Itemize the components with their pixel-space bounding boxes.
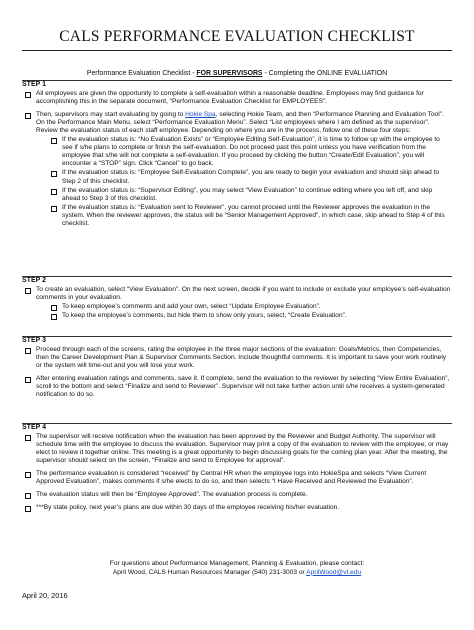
checkbox-icon[interactable] [25, 348, 31, 354]
contact-line: For questions about Performance Management, Planning & Evaluation, please contact: [109, 560, 365, 567]
checklist-text: The evaluation status will then be “Employee Approved”. The evaluation process is complete. [36, 491, 308, 499]
checkbox-icon[interactable] [25, 435, 31, 441]
sub-checklist-text: To keep employee’s comments and add your own, select “Update Employee Evaluation”. [62, 303, 321, 311]
checklist-text [36, 111, 452, 135]
checklist-item [22, 90, 452, 106]
checkbox-icon[interactable] [25, 506, 31, 512]
contact-name: April Wood, CALS Human Resources Manager (540) 231-3003 or [112, 568, 307, 576]
step4-section [22, 424, 452, 517]
step3-heading: STEP 3 [22, 337, 46, 344]
checklist-item [22, 504, 452, 512]
subtitle-suffix: - Completing the ONLINE EVALUATION [262, 70, 388, 77]
checklist-text: After entering evaluation ratings and comments, save it. If complete, send the evaluation to the reviewer by selecting “View Entire Evaluation”, scroll to the bottom and select “Finalize and send to Reviewer”. Supervisor will not take further action until s/he receives a system-generated notification to do so. [36, 375, 450, 399]
step3-section [22, 337, 452, 404]
title-divider [22, 50, 452, 51]
document-date: April 20, 2016 [22, 591, 68, 600]
checkbox-icon[interactable] [25, 472, 31, 478]
checkbox-icon[interactable] [51, 138, 57, 144]
checklist-item [22, 111, 452, 228]
subtitle-prefix: Performance Evaluation Checklist - [86, 70, 197, 77]
sub-checklist-item [36, 187, 452, 203]
checkbox-icon[interactable] [51, 171, 57, 177]
checklist-text: All employees are given the opportunity to complete a self-evaluation within a reasonable deadline. Employees may find guidance for accomplishing this in the separate document, “Performance Evaluation Checklist for EMPLOYEES”. [36, 90, 424, 106]
contact-line [0, 569, 474, 578]
sub-checklist-item [36, 169, 452, 185]
checklist-text: The supervisor will receive notification when the evaluation has been approved by the Reviewer and Budget Authority. The supervisor will schedule time with the employee to discuss the evaluation. Supervisor may print a copy of the evaluation to review with the employee, or may elect to review it together online. This meeting is a great opportunity to begin discussing goals for the coming plan year. After the meeting, the supervisor should select on the screen, “Finalize and send to Employee for approval”. [36, 433, 449, 465]
step2-section [22, 277, 452, 325]
document-subtitle [0, 70, 474, 77]
checkbox-icon[interactable] [51, 305, 57, 311]
sub-checklist-text: If the evaluation status is: “No Evaluation Exists” or “Employee Editing Self-Evaluation”, it is time to follow up with the employee to see if s/he plans to complete or finish the self-evaluation. Do not proceed past this point unless you have verification from the employee that s/he will not complete a self-evaluation. If you proceed by clicking the button “Create/Edit Evaluation”, you will encounter a “STOP” sign. Click “Cancel” to go back. [62, 136, 440, 168]
checklist-text: ***By state policy, next year’s plans are due within 30 days of the employee receiving his/her evaluation. [36, 504, 340, 512]
checkbox-icon[interactable] [51, 314, 57, 320]
email-link[interactable]: AprilWood@vt.edu [306, 568, 362, 576]
checkbox-icon[interactable] [25, 92, 31, 98]
sub-checklist-text: To keep the employee’s comments, but hide them to show only yours, select, “Create Evaluation”. [62, 312, 347, 320]
sub-checklist-text: If the evaluation status is: “Evaluation sent to Reviewer”, you cannot proceed until the Reviewer approves the evaluation in the system. When the reviewer approves, the status will be “Senior Management Approved”, in which case, skip ahead to Step 4 of this checklist. [62, 203, 445, 227]
checklist-item [22, 491, 452, 499]
checkbox-icon[interactable] [51, 189, 57, 195]
sub-checklist-item [36, 136, 452, 168]
sub-checklist-item [36, 204, 452, 228]
step4-heading: STEP 4 [22, 424, 46, 431]
checklist-text: To create an evaluation, select “View Evaluation”. On the next screen, decide if you want to include or exclude your employee’s self-evaluation comments in your evaluation. [36, 286, 451, 302]
checkbox-icon[interactable] [51, 206, 57, 212]
step2-heading: STEP 2 [22, 277, 46, 284]
sub-checklist-text: If the evaluation status is: “Employee Self-Evaluation Complete”, you are ready to begin your evaluation and should skip ahead to Step 2 of this checklist. [62, 169, 440, 185]
document-title: CALS PERFORMANCE EVALUATION CHECKLIST [59, 28, 415, 45]
contact-footer [0, 560, 474, 577]
checkbox-icon[interactable] [25, 493, 31, 499]
checklist-text-part: , selecting Hokie Team, and then “Performance Planning and Evaluation Tool”. On the Performance Main Menu, select “Performance Evaluation Menu”. Select “List employees where I am defined as the supervisor”. Review the evaluation status of each staff employee. Depending on where you are in the process, follow one of these four steps: [36, 111, 444, 135]
checklist-item [22, 375, 452, 399]
checklist-text: Proceed through each of the screens, rating the employee in the three major sections of the evaluation: Goals/Metrics, then Competencies, then the Career Development Plan & Supervisor Comments Section. Include thoughtful comments. It is important to save your work routinely or the system will time-out and you will lose your work. [36, 346, 447, 370]
checkbox-icon[interactable] [25, 113, 31, 119]
checkbox-icon[interactable] [25, 288, 31, 294]
checklist-text: The performance evaluation is considered “received” by Central HR when the employee logs into HokieSpa and selects “View Current Approved Evaluation”, makes comments if s/he elects to do so, and then selects “I Have Received and Reviewed the Evaluation”. [36, 470, 427, 486]
sub-checklist-text: If the evaluation status is: “Supervisor Editing”, you may select “View Evaluation” to continue editing where you left off, and skip ahead to Step 3 of this checklist. [62, 186, 433, 202]
hokie-spa-link[interactable]: Hokie Spa [185, 111, 216, 119]
sub-checklist-item [36, 303, 452, 311]
checklist-item [22, 346, 452, 370]
checklist-item [22, 286, 452, 320]
checklist-item [22, 470, 452, 486]
subtitle-emphasis: FOR SUPERVISORS [196, 70, 263, 77]
sub-checklist-item [36, 312, 452, 320]
checklist-text-part: Then, supervisors may start evaluating by going to [36, 111, 186, 119]
checklist-item [22, 433, 452, 465]
step1-section [22, 81, 452, 233]
checkbox-icon[interactable] [25, 377, 31, 383]
step1-heading: STEP 1 [22, 81, 46, 88]
